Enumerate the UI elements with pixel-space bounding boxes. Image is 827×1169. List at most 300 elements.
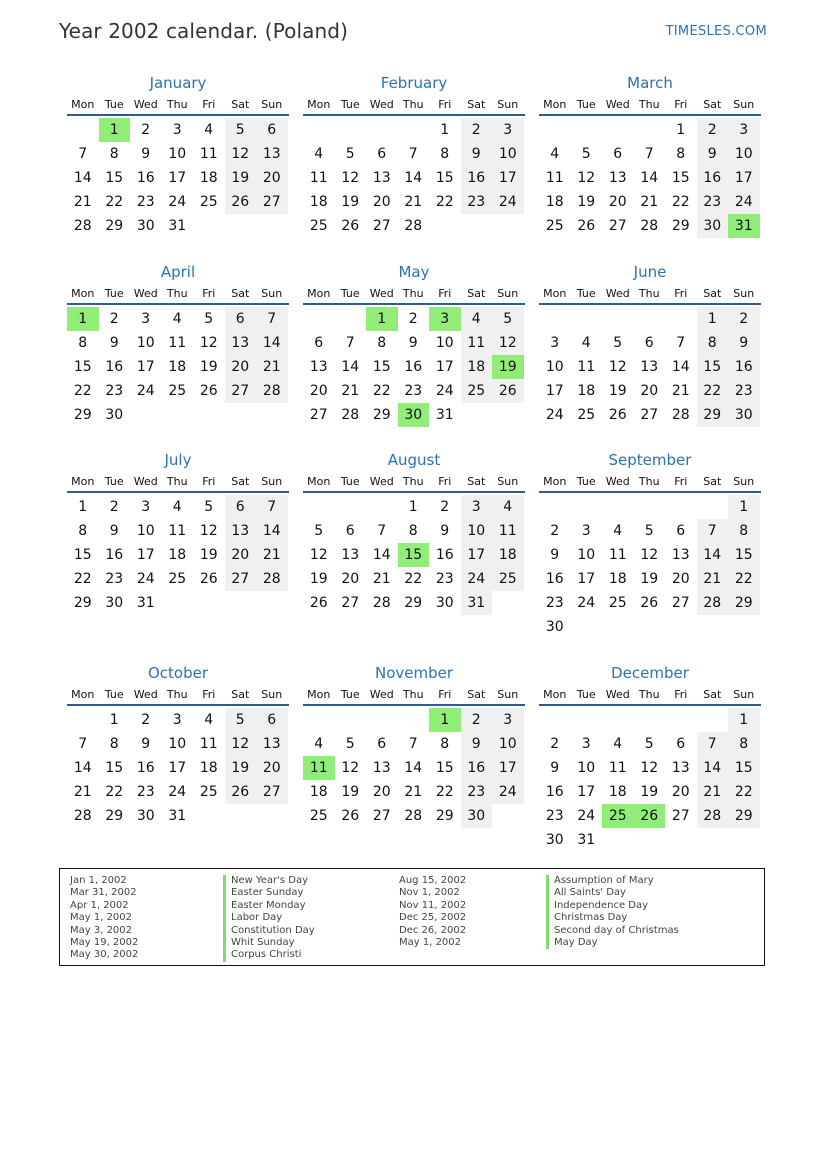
weekend-day-cell: 9 [461, 142, 493, 166]
weekday-label: Tue [104, 97, 124, 111]
empty-cell [398, 708, 430, 732]
empty-cell [602, 708, 634, 732]
day-cell: 9 [109, 523, 119, 539]
legend-names-right [546, 875, 679, 949]
day-cell: 28 [640, 218, 659, 234]
weekend-day-cell: 29 [697, 403, 729, 427]
day-cell: 8 [377, 335, 387, 351]
weekday-label: Mon [307, 97, 331, 111]
weekday-label: Wed [369, 286, 394, 300]
day-cell: 25 [545, 218, 564, 234]
day-cell: 11 [309, 170, 328, 186]
weekday-header [539, 283, 761, 305]
day-cell: 5 [314, 523, 324, 539]
day-cell: 23 [105, 383, 124, 399]
day-cell: 1 [109, 712, 119, 728]
day-cell: 4 [581, 335, 591, 351]
holiday-date: Dec 26, 2002 [399, 924, 467, 936]
weekend-day-cell: 5 [225, 118, 257, 142]
weekday-label: Wed [605, 286, 630, 300]
weekend-day-cell: 15 [728, 756, 760, 780]
weekday-label: Wed [605, 687, 630, 701]
weekday-label: Sat [231, 687, 250, 701]
holiday-name: All Saints' Day [546, 887, 679, 899]
weekend-day-cell: 19 [225, 166, 257, 190]
day-cell: 20 [671, 571, 690, 587]
day-cell: 18 [168, 359, 187, 375]
month-name: December [611, 664, 689, 682]
weekday-label: Tue [340, 286, 360, 300]
day-cell: 29 [435, 808, 454, 824]
day-cell: 5 [613, 335, 623, 351]
weekday-label: Tue [104, 687, 124, 701]
weekend-day-cell: 21 [256, 543, 288, 567]
day-cell: 4 [204, 122, 214, 138]
weekend-day-cell: 29 [728, 591, 760, 615]
day-cell: 4 [172, 499, 182, 515]
day-cell: 10 [168, 146, 187, 162]
day-cell: 15 [435, 170, 454, 186]
day-cell: 22 [73, 383, 92, 399]
day-cell: 20 [372, 194, 391, 210]
weekend-day-cell: 23 [728, 379, 760, 403]
day-cell: 16 [105, 359, 124, 375]
weekend-day-cell: 30 [728, 403, 760, 427]
weekday-label: Thu [166, 97, 188, 111]
holiday-day-cell: 11 [303, 756, 335, 780]
weekday-label: Mon [71, 97, 95, 111]
day-cell: 27 [341, 595, 360, 611]
empty-cell [665, 495, 697, 519]
weekday-label: Wed [133, 474, 158, 488]
weekday-label: Tue [340, 474, 360, 488]
day-cell: 18 [608, 571, 627, 587]
day-cell: 17 [435, 359, 454, 375]
weekday-label: Fri [202, 474, 216, 488]
weekend-day-cell: 23 [461, 780, 493, 804]
day-cell: 15 [435, 760, 454, 776]
day-cell: 3 [581, 736, 591, 752]
holiday-date: May 1, 2002 [399, 937, 462, 949]
day-cell: 8 [676, 146, 686, 162]
weekday-label: Tue [576, 286, 596, 300]
day-cell: 12 [341, 760, 360, 776]
weekend-day-cell: 18 [492, 543, 524, 567]
weekend-day-cell: 10 [461, 519, 493, 543]
day-cell: 17 [545, 383, 564, 399]
day-cell: 20 [309, 383, 328, 399]
month-october [67, 662, 289, 828]
weekend-day-cell: 26 [225, 190, 257, 214]
day-cell: 7 [408, 146, 418, 162]
day-cell: 3 [550, 335, 560, 351]
day-cell: 19 [341, 784, 360, 800]
day-cell: 18 [168, 547, 187, 563]
empty-cell [539, 307, 571, 331]
day-cell: 3 [141, 311, 151, 327]
holiday-name: Christmas Day [546, 912, 679, 924]
weekend-day-cell: 16 [728, 355, 760, 379]
empty-cell [665, 708, 697, 732]
weekday-label: Sat [467, 286, 486, 300]
page-title: Year 2002 calendar. (Poland) [59, 19, 348, 43]
day-grid [539, 708, 761, 852]
weekend-day-cell: 13 [225, 331, 257, 355]
weekday-label: Sun [261, 474, 283, 488]
weekend-day-cell: 10 [728, 142, 760, 166]
day-cell: 16 [136, 760, 155, 776]
day-cell: 27 [671, 595, 690, 611]
month-july [67, 449, 289, 615]
weekday-label: Sat [231, 286, 250, 300]
weekday-label: Sun [733, 474, 755, 488]
weekday-label: Sun [497, 474, 519, 488]
weekday-label: Fri [674, 286, 688, 300]
day-cell: 22 [105, 194, 124, 210]
holiday-day-cell: 25 [602, 804, 634, 828]
weekend-day-cell: 26 [492, 379, 524, 403]
holiday-date: Nov 11, 2002 [399, 899, 467, 911]
weekend-day-cell: 11 [492, 519, 524, 543]
day-cell: 30 [545, 619, 564, 635]
legend-dates-left [70, 875, 138, 962]
weekend-day-cell: 25 [492, 567, 524, 591]
weekend-day-cell: 14 [256, 519, 288, 543]
day-cell: 15 [105, 760, 124, 776]
day-cell: 26 [341, 218, 360, 234]
day-cell: 5 [644, 736, 654, 752]
weekend-day-cell: 16 [697, 166, 729, 190]
weekday-header [67, 94, 289, 116]
weekday-label: Tue [104, 474, 124, 488]
day-cell: 21 [671, 383, 690, 399]
day-cell: 2 [141, 712, 151, 728]
month-june [539, 261, 761, 427]
day-cell: 12 [577, 170, 596, 186]
month-name: November [374, 664, 454, 682]
day-cell: 8 [109, 146, 119, 162]
empty-cell [634, 495, 666, 519]
day-cell: 18 [545, 194, 564, 210]
weekend-day-cell: 28 [256, 567, 288, 591]
holiday-day-cell: 30 [398, 403, 430, 427]
weekend-day-cell: 16 [461, 756, 493, 780]
day-cell: 26 [640, 595, 659, 611]
day-cell: 23 [545, 808, 564, 824]
weekend-day-cell: 8 [728, 519, 760, 543]
weekend-day-cell: 24 [492, 780, 524, 804]
weekend-day-cell: 11 [461, 331, 493, 355]
day-cell: 27 [608, 218, 627, 234]
day-cell: 15 [372, 359, 391, 375]
day-cell: 11 [168, 523, 187, 539]
weekday-header [67, 471, 289, 493]
day-grid [67, 118, 289, 238]
weekday-label: Sun [261, 97, 283, 111]
weekday-label: Wed [133, 286, 158, 300]
day-cell: 27 [309, 407, 328, 423]
holiday-date: Apr 1, 2002 [70, 899, 129, 911]
empty-cell [571, 708, 603, 732]
weekend-day-cell: 20 [256, 756, 288, 780]
month-name: March [627, 74, 673, 92]
weekend-day-cell: 17 [461, 543, 493, 567]
day-cell: 11 [545, 170, 564, 186]
holiday-date: Nov 1, 2002 [399, 887, 460, 899]
weekend-day-cell: 27 [225, 567, 257, 591]
weekday-label: Mon [543, 687, 567, 701]
day-cell: 19 [640, 571, 659, 587]
weekend-day-cell: 12 [225, 142, 257, 166]
day-cell: 29 [372, 407, 391, 423]
weekday-label: Sat [703, 97, 722, 111]
weekend-day-cell: 27 [256, 780, 288, 804]
weekend-day-cell: 23 [461, 190, 493, 214]
day-cell: 12 [640, 760, 659, 776]
weekend-day-cell: 21 [697, 567, 729, 591]
day-cell: 25 [168, 571, 187, 587]
weekday-label: Sat [703, 286, 722, 300]
day-cell: 14 [404, 170, 423, 186]
site-link[interactable]: TIMESLES.COM [665, 24, 767, 39]
day-cell: 5 [204, 499, 214, 515]
empty-cell [335, 118, 367, 142]
day-cell: 27 [671, 808, 690, 824]
weekend-day-cell: 3 [461, 495, 493, 519]
month-name: June [633, 263, 667, 281]
weekend-day-cell: 14 [697, 756, 729, 780]
weekend-day-cell: 2 [728, 307, 760, 331]
weekend-day-cell: 9 [697, 142, 729, 166]
day-cell: 14 [73, 760, 92, 776]
day-cell: 23 [435, 571, 454, 587]
holiday-date: May 19, 2002 [70, 937, 139, 949]
holiday-day-cell: 1 [366, 307, 398, 331]
day-cell: 19 [199, 359, 218, 375]
weekday-label: Thu [402, 474, 424, 488]
day-cell: 11 [577, 359, 596, 375]
day-cell: 4 [172, 311, 182, 327]
weekend-day-cell: 6 [225, 495, 257, 519]
month-name: September [608, 451, 692, 469]
weekday-label: Mon [71, 286, 95, 300]
day-cell: 13 [372, 170, 391, 186]
holiday-name: Easter Monday [223, 900, 315, 912]
weekend-day-cell: 19 [225, 756, 257, 780]
weekday-label: Wed [369, 474, 394, 488]
day-cell: 28 [404, 808, 423, 824]
day-cell: 16 [545, 784, 564, 800]
day-cell: 20 [608, 194, 627, 210]
month-september [539, 449, 761, 639]
day-cell: 11 [608, 760, 627, 776]
weekend-day-cell: 16 [461, 166, 493, 190]
day-grid [303, 307, 525, 427]
weekday-label: Mon [543, 474, 567, 488]
day-cell: 27 [640, 407, 659, 423]
day-cell: 30 [545, 832, 564, 848]
empty-cell [335, 307, 367, 331]
day-cell: 10 [168, 736, 187, 752]
day-cell: 23 [105, 571, 124, 587]
month-december [539, 662, 761, 852]
day-grid [539, 307, 761, 427]
day-cell: 26 [199, 383, 218, 399]
day-cell: 13 [640, 359, 659, 375]
day-cell: 6 [377, 736, 387, 752]
day-cell: 9 [109, 335, 119, 351]
holiday-date: Jan 1, 2002 [70, 875, 127, 886]
day-cell: 21 [404, 784, 423, 800]
day-cell: 6 [676, 523, 686, 539]
day-cell: 18 [309, 194, 328, 210]
empty-cell [634, 118, 666, 142]
day-cell: 2 [109, 311, 119, 327]
weekday-label: Thu [638, 97, 660, 111]
weekday-label: Sat [467, 97, 486, 111]
day-cell: 8 [440, 736, 450, 752]
weekend-day-cell: 22 [728, 567, 760, 591]
day-cell: 24 [545, 407, 564, 423]
day-cell: 24 [136, 383, 155, 399]
day-cell: 16 [105, 547, 124, 563]
day-cell: 2 [440, 499, 450, 515]
day-cell: 13 [341, 547, 360, 563]
weekday-label: Tue [576, 474, 596, 488]
weekday-label: Fri [674, 97, 688, 111]
empty-cell [571, 495, 603, 519]
day-cell: 2 [141, 122, 151, 138]
weekday-label: Sun [497, 286, 519, 300]
day-cell: 23 [545, 595, 564, 611]
day-cell: 12 [608, 359, 627, 375]
day-cell: 22 [435, 194, 454, 210]
weekday-label: Sat [467, 474, 486, 488]
holiday-name: Constitution Day [223, 925, 315, 937]
day-cell: 24 [136, 571, 155, 587]
day-cell: 23 [136, 194, 155, 210]
day-cell: 9 [550, 547, 560, 563]
empty-cell [303, 495, 335, 519]
weekend-day-cell: 15 [697, 355, 729, 379]
weekday-label: Thu [402, 687, 424, 701]
empty-cell [602, 307, 634, 331]
day-cell: 3 [581, 523, 591, 539]
day-cell: 2 [550, 736, 560, 752]
weekend-day-cell: 7 [256, 495, 288, 519]
day-cell: 1 [440, 122, 450, 138]
weekday-label: Sat [703, 474, 722, 488]
weekend-day-cell: 31 [461, 591, 493, 615]
weekend-day-cell: 12 [492, 331, 524, 355]
day-cell: 10 [136, 335, 155, 351]
weekend-day-cell: 25 [461, 379, 493, 403]
empty-cell [602, 118, 634, 142]
empty-cell [67, 118, 99, 142]
empty-cell [303, 118, 335, 142]
weekend-day-cell: 5 [492, 307, 524, 331]
day-cell: 13 [608, 170, 627, 186]
day-cell: 29 [105, 218, 124, 234]
weekend-day-cell: 24 [461, 567, 493, 591]
day-cell: 14 [671, 359, 690, 375]
holiday-name: Whit Sunday [223, 937, 315, 949]
weekday-label: Mon [543, 286, 567, 300]
day-cell: 3 [172, 122, 182, 138]
weekend-day-cell: 27 [225, 379, 257, 403]
weekday-label: Wed [605, 97, 630, 111]
day-cell: 22 [372, 383, 391, 399]
weekday-label: Fri [438, 286, 452, 300]
weekday-label: Sun [733, 286, 755, 300]
day-cell: 7 [345, 335, 355, 351]
day-cell: 9 [550, 760, 560, 776]
day-cell: 8 [408, 523, 418, 539]
day-cell: 14 [640, 170, 659, 186]
day-cell: 11 [199, 146, 218, 162]
weekday-label: Fri [438, 687, 452, 701]
weekend-day-cell: 1 [697, 307, 729, 331]
day-cell: 11 [199, 736, 218, 752]
day-cell: 29 [404, 595, 423, 611]
day-cell: 7 [644, 146, 654, 162]
day-cell: 15 [73, 359, 92, 375]
weekend-day-cell: 13 [225, 519, 257, 543]
day-cell: 16 [404, 359, 423, 375]
day-cell: 25 [199, 194, 218, 210]
weekend-day-cell: 28 [697, 591, 729, 615]
holiday-day-cell: 19 [492, 355, 524, 379]
weekend-day-cell: 8 [728, 732, 760, 756]
weekend-day-cell: 9 [728, 331, 760, 355]
month-may [303, 261, 525, 427]
weekend-day-cell: 21 [256, 355, 288, 379]
holiday-name: Assumption of Mary [546, 875, 679, 887]
day-cell: 19 [199, 547, 218, 563]
holiday-day-cell: 1 [67, 307, 99, 331]
month-name: April [160, 263, 196, 281]
weekday-label: Wed [369, 687, 394, 701]
day-cell: 29 [73, 595, 92, 611]
day-cell: 13 [671, 547, 690, 563]
weekday-label: Wed [369, 97, 394, 111]
day-cell: 30 [105, 595, 124, 611]
day-cell: 22 [73, 571, 92, 587]
weekday-label: Sun [497, 687, 519, 701]
day-cell: 24 [577, 595, 596, 611]
weekday-header [303, 684, 525, 706]
day-cell: 14 [372, 547, 391, 563]
day-cell: 19 [577, 194, 596, 210]
weekend-day-cell: 28 [697, 804, 729, 828]
day-cell: 2 [550, 523, 560, 539]
holiday-day-cell: 15 [398, 543, 430, 567]
day-cell: 7 [78, 146, 88, 162]
day-cell: 22 [435, 784, 454, 800]
day-cell: 10 [435, 335, 454, 351]
holiday-date: May 30, 2002 [70, 949, 139, 961]
weekday-label: Tue [576, 97, 596, 111]
day-cell: 22 [105, 784, 124, 800]
day-cell: 19 [640, 784, 659, 800]
weekday-header [539, 684, 761, 706]
day-grid [303, 708, 525, 828]
weekend-day-cell: 30 [697, 214, 729, 238]
day-cell: 26 [199, 571, 218, 587]
day-cell: 21 [640, 194, 659, 210]
day-cell: 1 [78, 499, 88, 515]
day-cell: 15 [73, 547, 92, 563]
